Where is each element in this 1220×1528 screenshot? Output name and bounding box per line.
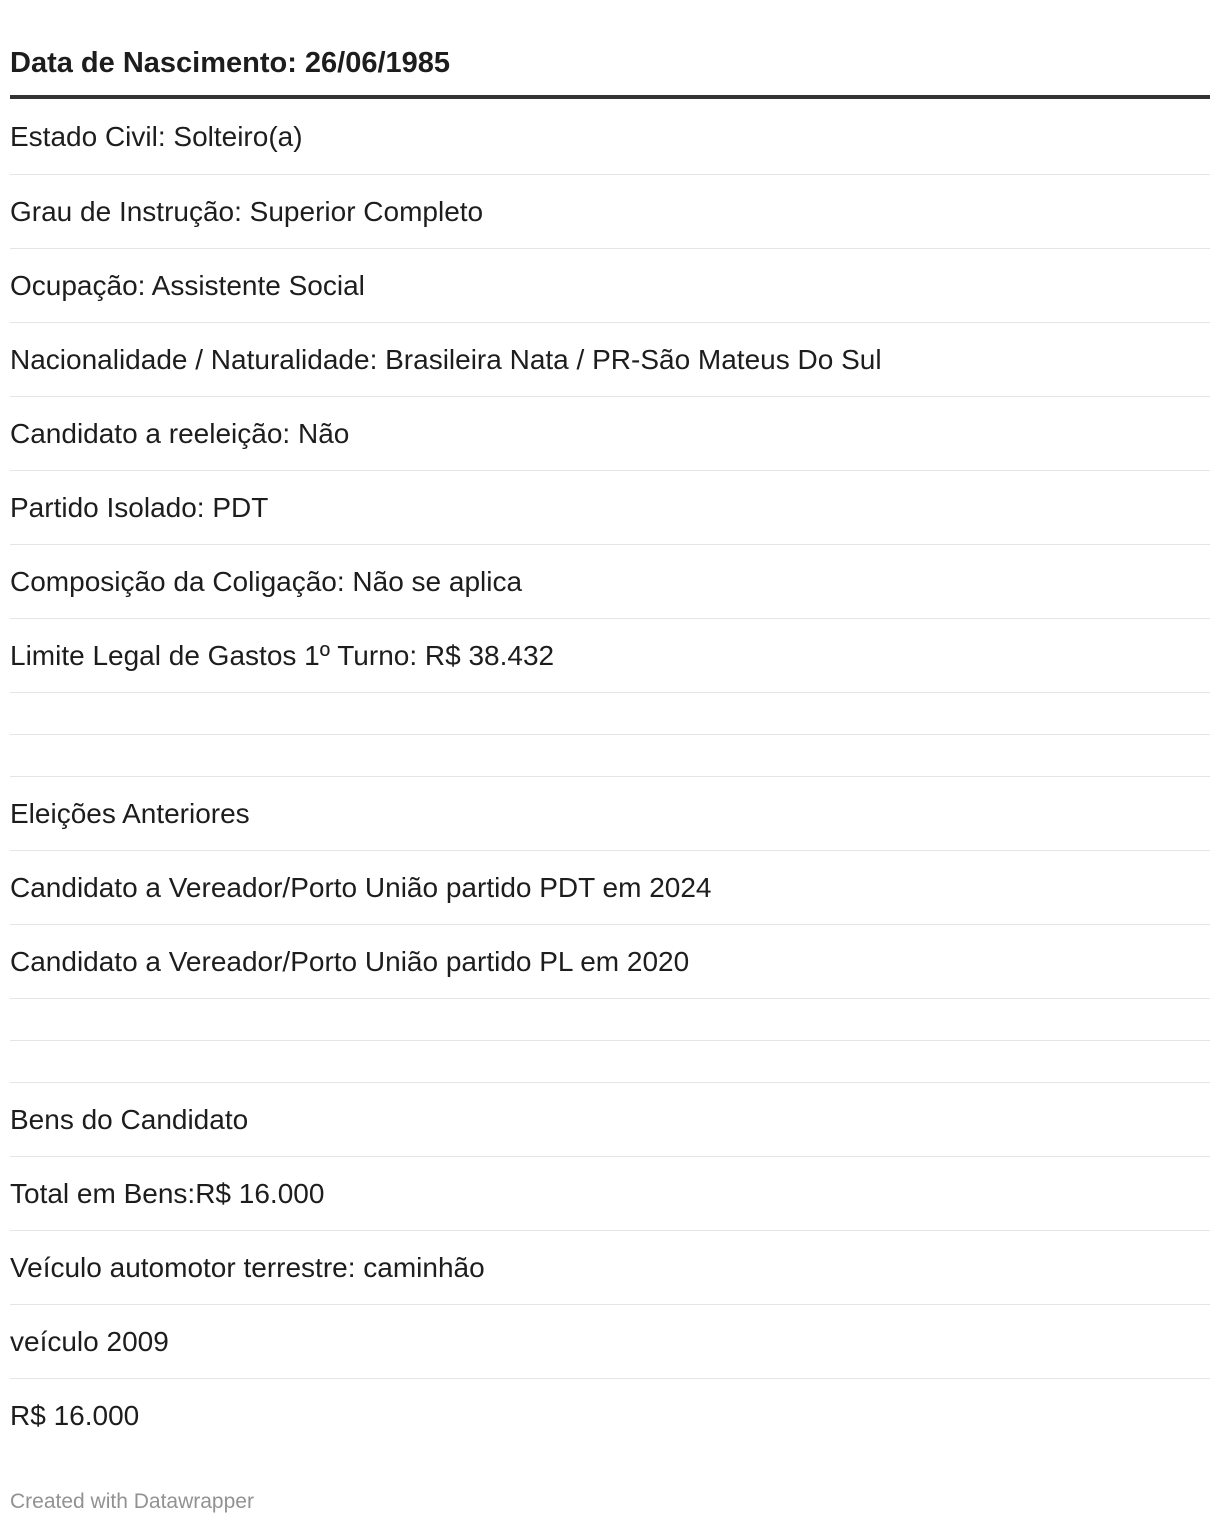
table-row	[10, 1157, 1210, 1231]
table-row	[10, 1083, 1210, 1157]
table-row	[10, 851, 1210, 925]
table-row	[10, 249, 1210, 323]
table-row-empty	[10, 1041, 1210, 1083]
row-asset-value: R$ 16.000	[10, 1400, 140, 1431]
row-nationality: Nacionalidade / Naturalidade: Brasileira Nata / PR-São Mateus Do Sul	[10, 343, 882, 375]
table-row	[10, 1379, 1210, 1453]
table-row	[10, 1231, 1210, 1305]
datawrapper-credit: Created with Datawrapper	[10, 1490, 254, 1513]
table-row-empty	[10, 693, 1210, 735]
row-total-assets: Total em Bens:R$ 16.000	[10, 1177, 325, 1209]
row-coalition: Composição da Coligação: Não se aplica	[10, 565, 523, 597]
table-row	[10, 397, 1210, 471]
table-row	[10, 545, 1210, 619]
row-occupation: Ocupação: Assistente Social	[10, 269, 365, 301]
table-row	[10, 471, 1210, 545]
row-asset-description: veículo 2009	[10, 1325, 169, 1357]
table-header	[10, 0, 1210, 99]
table-row	[10, 99, 1210, 175]
section-assets: Bens do Candidato	[10, 1103, 249, 1135]
row-party: Partido Isolado: PDT	[10, 491, 269, 523]
section-previous-elections: Eleições Anteriores	[10, 797, 250, 829]
table-row	[10, 323, 1210, 397]
row-asset-type: Veículo automotor terrestre: caminhão	[10, 1251, 485, 1283]
row-marital-status: Estado Civil: Solteiro(a)	[10, 120, 303, 152]
header-birthdate: Data de Nascimento: 26/06/1985	[10, 47, 451, 79]
table-row-empty	[10, 735, 1210, 777]
table-row	[10, 777, 1210, 851]
data-table	[10, 0, 1210, 1453]
table-row	[10, 619, 1210, 693]
table-row-empty	[10, 999, 1210, 1041]
table-row	[10, 175, 1210, 249]
row-reelection: Candidato a reeleição: Não	[10, 417, 350, 449]
row-election-2024: Candidato a Vereador/Porto União partido PDT em 2024	[10, 871, 712, 903]
row-election-2020: Candidato a Vereador/Porto União partido PL em 2020	[10, 945, 690, 977]
table-row	[10, 925, 1210, 999]
table-row	[10, 1305, 1210, 1379]
row-spending-limit: Limite Legal de Gastos 1º Turno: R$ 38.432	[10, 639, 555, 671]
row-education: Grau de Instrução: Superior Completo	[10, 195, 484, 227]
